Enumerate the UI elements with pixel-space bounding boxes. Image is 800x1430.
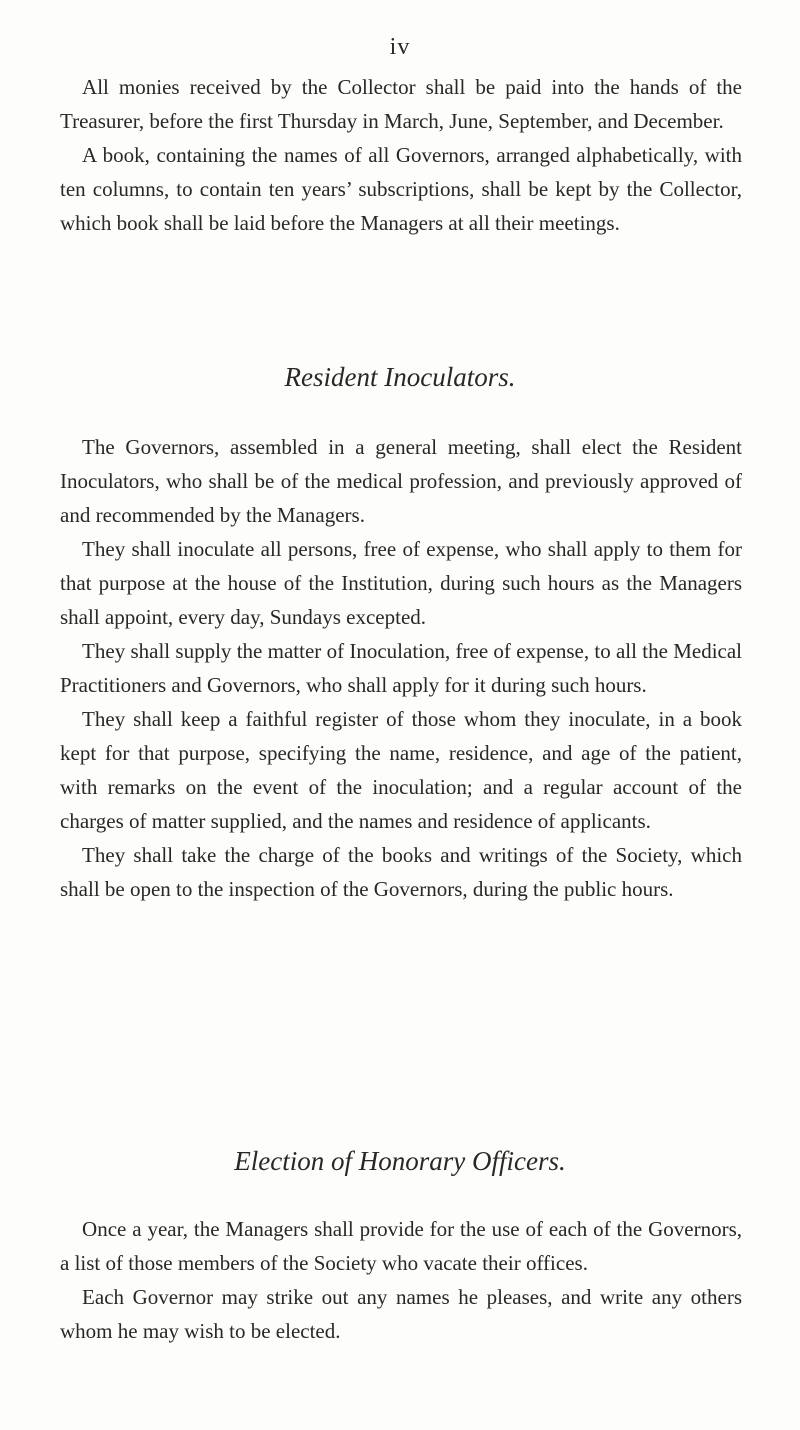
paragraph: All monies received by the Collector shall be paid into the hands of the Treasurer, before the first Thursday in March, June, September, and December. [60,75,742,133]
section-heading-election-of-honorary-officers: Election of Honorary Officers. [234,1146,566,1176]
paragraph: The Governors, assembled in a general meeting, shall elect the Resident Inoculators, who shall be of the medical profession, and previously approved of and recommended by the Managers. [60,435,742,527]
page-number: iv [389,34,411,60]
paragraph: They shall keep a faithful register of those whom they inoculate, in a book kept for that purpose, specifying the name, residence, and age of the patient, with remarks on the event of the inoculation; and a regular account of the charges of matter supplied, and the names and residence of applicants. [60,707,742,833]
paragraph: Each Governor may strike out any names he pleases, and write any others whom he may wish to be elected. [60,1285,742,1343]
section-heading-resident-inoculators: Resident Inoculators. [284,362,516,392]
section-election-text [60,1212,742,1348]
paragraph: They shall supply the matter of Inoculation, free of expense, to all the Medical Practitioners and Governors, who shall apply for it during such hours. [60,639,742,697]
paragraph: Once a year, the Managers shall provide for the use of each of the Governors, a list of those members of the Society who vacate their offices. [60,1217,742,1275]
paragraph: They shall take the charge of the books and writings of the Society, which shall be open to the inspection of the Governors, during the public hours. [60,843,742,901]
paragraph: A book, containing the names of all Governors, arranged alphabetically, with ten columns, to contain ten years’ subscriptions, shall be kept by the Collector, which book shall be laid before the Managers at all their meetings. [60,143,742,235]
section-collector-text [60,70,742,240]
section-resident-inoculators-text [60,430,742,906]
paragraph: They shall inoculate all persons, free of expense, who shall apply to them for that purpose at the house of the Institution, during such hours as the Managers shall appoint, every day, Sundays excepted. [60,537,742,629]
